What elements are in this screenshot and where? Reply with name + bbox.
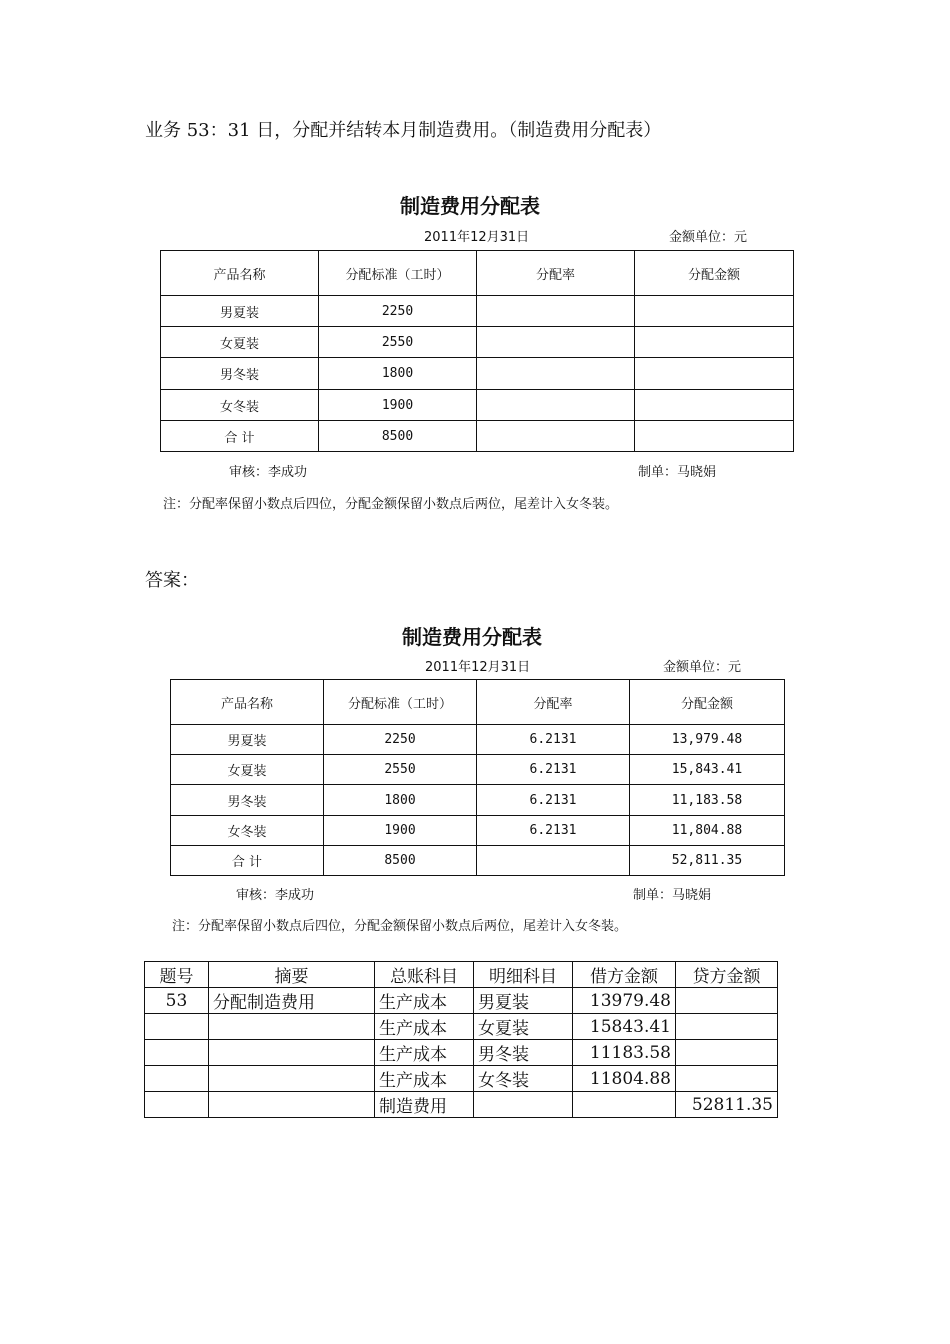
table2-header-row (171, 680, 785, 725)
table-cell: 1800 (324, 785, 477, 816)
table-cell: 男夏装 (161, 296, 319, 327)
table-row (145, 1092, 778, 1118)
answer-label: 答案： (145, 570, 199, 591)
table-row (171, 846, 785, 876)
table1-preparer: 制单：马晓娟 (638, 465, 717, 480)
table-cell (477, 421, 635, 452)
journal-cell: 男冬装 (474, 1040, 573, 1066)
table2-preparer: 制单：马晓娟 (633, 888, 712, 903)
table1-header-row (161, 251, 794, 296)
table-row (171, 725, 785, 755)
journal-cell: 13979.48 (573, 988, 676, 1014)
table2-title: 制造费用分配表 (402, 625, 542, 649)
table2-header-cell: 分配金额 (630, 680, 785, 725)
table-cell (635, 421, 794, 452)
table-row (145, 1066, 778, 1092)
table1-header-cell: 分配率 (477, 251, 635, 296)
journal-cell (145, 1066, 209, 1092)
table1-title: 制造费用分配表 (400, 194, 540, 218)
table-cell: 男夏装 (171, 725, 324, 755)
table-cell: 15,843.41 (630, 755, 785, 785)
table-cell: 男冬装 (161, 358, 319, 390)
table1-header-cell: 分配标准（工时） (319, 251, 477, 296)
journal-cell: 女冬装 (474, 1066, 573, 1092)
table-cell: 11,183.58 (630, 785, 785, 816)
table-cell: 2250 (324, 725, 477, 755)
table1-date: 2011年12月31日 (424, 230, 530, 245)
table2-reviewer: 审核：李成功 (236, 888, 315, 903)
table-row (161, 358, 794, 390)
journal-cell: 11804.88 (573, 1066, 676, 1092)
table2-header-cell: 分配标准（工时） (324, 680, 477, 725)
table-cell: 6.2131 (477, 725, 630, 755)
table-cell: 女冬装 (161, 390, 319, 421)
table-cell: 合 计 (161, 421, 319, 452)
table-cell: 2550 (319, 327, 477, 358)
table-cell: 6.2131 (477, 816, 630, 846)
table-row (171, 816, 785, 846)
table-row (171, 785, 785, 816)
table-cell (477, 296, 635, 327)
journal-header-cell: 贷方金额 (676, 962, 778, 988)
table-cell: 52,811.35 (630, 846, 785, 876)
journal-cell (676, 1014, 778, 1040)
table1-unit: 金额单位：元 (669, 230, 748, 245)
table2-unit: 金额单位：元 (663, 660, 742, 675)
journal-cell (676, 988, 778, 1014)
table-cell (477, 358, 635, 390)
journal-cell: 15843.41 (573, 1014, 676, 1040)
journal-cell: 生产成本 (375, 1066, 474, 1092)
table1-header-cell: 产品名称 (161, 251, 319, 296)
journal-header-cell: 摘要 (209, 962, 375, 988)
table-cell: 1900 (319, 390, 477, 421)
journal-cell (145, 1092, 209, 1118)
table-cell: 男冬装 (171, 785, 324, 816)
table-cell (635, 296, 794, 327)
table-cell: 2550 (324, 755, 477, 785)
table1-reviewer: 审核：李成功 (229, 465, 308, 480)
table-cell: 女夏装 (161, 327, 319, 358)
table-cell (477, 846, 630, 876)
journal-cell: 11183.58 (573, 1040, 676, 1066)
table-row (161, 327, 794, 358)
journal-cell (474, 1092, 573, 1118)
table-cell (635, 327, 794, 358)
journal-cell (209, 1040, 375, 1066)
journal-cell (209, 1066, 375, 1092)
table-cell: 13,979.48 (630, 725, 785, 755)
journal-header-cell: 总账科目 (375, 962, 474, 988)
table-cell: 8500 (324, 846, 477, 876)
table1-note: 注：分配率保留小数点后四位，分配金额保留小数点后两位，尾差计入女冬装。 (163, 497, 619, 512)
journal-cell: 男夏装 (474, 988, 573, 1014)
table-cell: 6.2131 (477, 755, 630, 785)
journal-cell: 52811.35 (676, 1092, 778, 1118)
table1 (160, 250, 794, 452)
table-row (171, 755, 785, 785)
table2 (170, 679, 785, 876)
journal-cell (676, 1066, 778, 1092)
journal-cell: 女夏装 (474, 1014, 573, 1040)
table-cell (477, 327, 635, 358)
task-statement: 业务 53：31 日，分配并结转本月制造费用。（制造费用分配表） (145, 120, 662, 141)
table-cell: 1800 (319, 358, 477, 390)
table-cell: 2250 (319, 296, 477, 327)
table-row (145, 1040, 778, 1066)
journal-header-cell: 题号 (145, 962, 209, 988)
journal-header-cell: 明细科目 (474, 962, 573, 988)
journal-cell (209, 1014, 375, 1040)
journal-cell (145, 1040, 209, 1066)
table-row (161, 421, 794, 452)
table-row (145, 988, 778, 1014)
journal-cell: 制造费用 (375, 1092, 474, 1118)
table-cell: 女冬装 (171, 816, 324, 846)
table-cell: 1900 (324, 816, 477, 846)
table-cell: 合 计 (171, 846, 324, 876)
table-cell: 6.2131 (477, 785, 630, 816)
table2-header-cell: 产品名称 (171, 680, 324, 725)
table-cell: 8500 (319, 421, 477, 452)
table-cell: 女夏装 (171, 755, 324, 785)
table-row (145, 1014, 778, 1040)
journal-header-cell: 借方金额 (573, 962, 676, 988)
journal-cell (573, 1092, 676, 1118)
table1-header-cell: 分配金额 (635, 251, 794, 296)
table2-header-cell: 分配率 (477, 680, 630, 725)
table-cell (477, 390, 635, 421)
table-cell: 11,804.88 (630, 816, 785, 846)
journal-cell (676, 1040, 778, 1066)
journal-cell (145, 1014, 209, 1040)
table-cell (635, 390, 794, 421)
journal-cell: 53 (145, 988, 209, 1014)
journal-header-row (145, 962, 778, 988)
table-row (161, 390, 794, 421)
journal-cell: 生产成本 (375, 988, 474, 1014)
journal-cell (209, 1092, 375, 1118)
table2-date: 2011年12月31日 (425, 660, 531, 675)
table-row (161, 296, 794, 327)
table-cell (635, 358, 794, 390)
table2-note: 注：分配率保留小数点后四位，分配金额保留小数点后两位，尾差计入女冬装。 (172, 919, 628, 934)
journal-cell: 生产成本 (375, 1040, 474, 1066)
journal-cell: 分配制造费用 (209, 988, 375, 1014)
journal-table (144, 961, 778, 1118)
journal-cell: 生产成本 (375, 1014, 474, 1040)
